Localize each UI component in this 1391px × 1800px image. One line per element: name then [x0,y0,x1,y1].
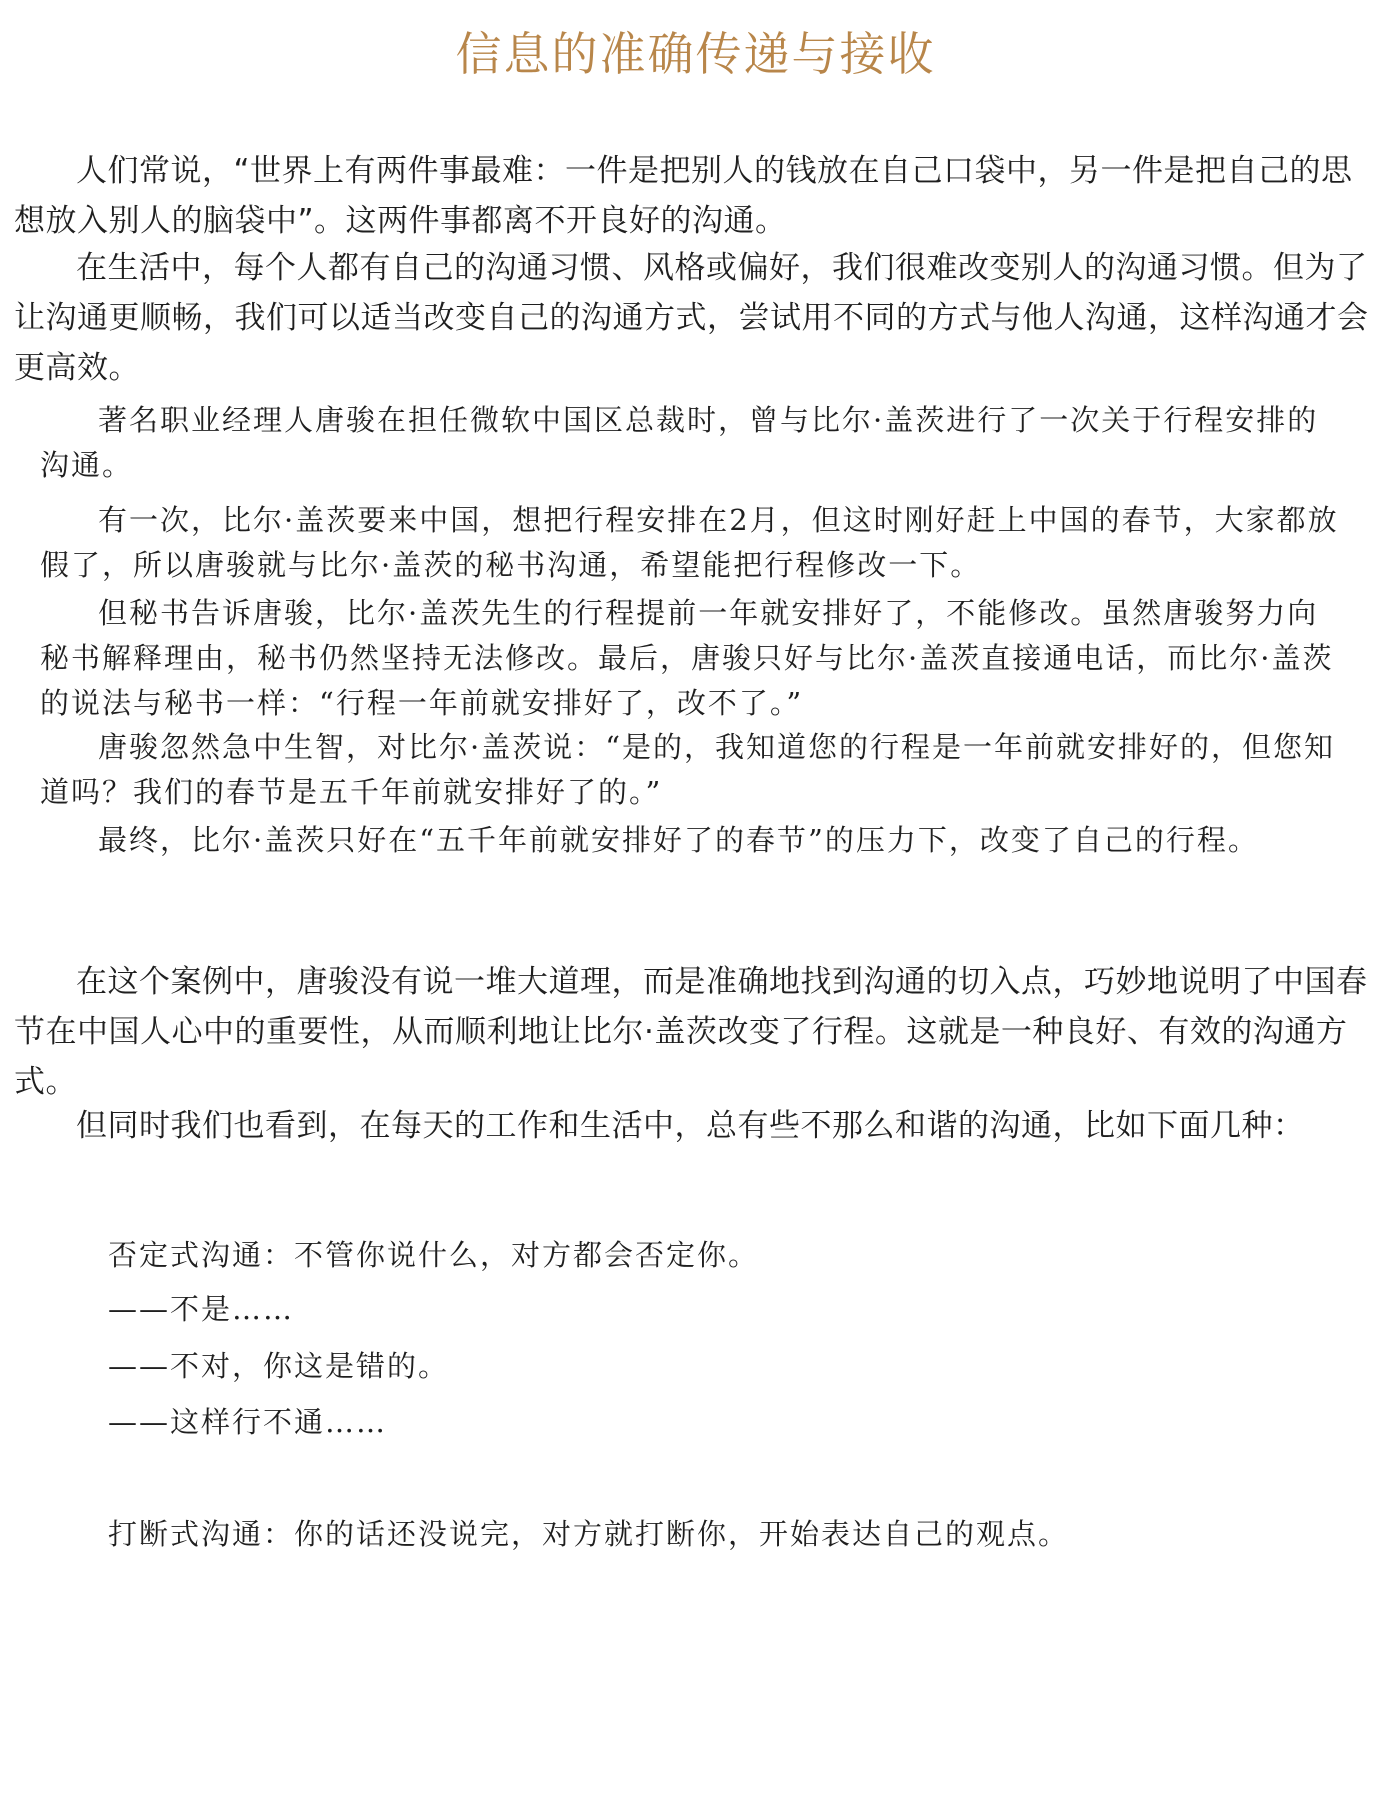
intro-paragraph-1: 人们常说，“世界上有两件事最难：一件是把别人的钱放在自己口袋中，另一件是把自己的思想放入别人的脑袋中”。这两件事都离不开良好的沟通。 [14,153,1353,239]
negative-example-2: ——不对，你这是错的。 [108,1349,450,1383]
analysis-paragraph-2: 但同时我们也看到，在每天的工作和生活中，总有些不那么和谐的沟通，比如下面几种： [76,1108,1305,1144]
negative-example-1: ——不是…… [108,1292,295,1326]
negative-style-heading: 否定式沟通：不管你说什么，对方都会否定你。 [108,1238,760,1272]
story-paragraph-5: 最终，比尔·盖茨只好在“五千年前就安排好了的春节”的压力下，改变了自己的行程。 [98,823,1259,857]
intro-paragraph-2: 在生活中，每个人都有自己的沟通习惯、风格或偏好，我们很难改变别人的沟通习惯。但为了让沟通更顺畅，我们可以适当改变自己的沟通方式，尝试用不同的方式与他人沟通，这样沟通才会更高效。 [14,250,1369,386]
story-paragraph-3: 但秘书告诉唐骏，比尔·盖茨先生的行程提前一年就安排好了，不能修改。虽然唐骏努力向秘书解释理由，秘书仍然坚持无法修改。最后，唐骏只好与比尔·盖茨直接通电话，而比尔·盖茨的说法与秘书一样：“行程一年前就安排好了，改不了。” [40,596,1334,720]
interrupt-style-heading: 打断式沟通：你的话还没说完，对方就打断你，开始表达自己的观点。 [108,1517,1070,1551]
story-paragraph-1: 著名职业经理人唐骏在担任微软中国区总裁时，曾与比尔·盖茨进行了一次关于行程安排的沟通。 [40,403,1319,482]
page-title: 信息的准确传递与接收 [455,27,936,81]
story-paragraph-2: 有一次，比尔·盖茨要来中国，想把行程安排在2月，但这时刚好赶上中国的春节，大家都放假了，所以唐骏就与比尔·盖茨的秘书沟通，希望能把行程修改一下。 [40,503,1339,582]
analysis-paragraph-1: 在这个案例中，唐骏没有说一堆大道理，而是准确地找到沟通的切入点，巧妙地说明了中国春节在中国人心中的重要性，从而顺利地让比尔·盖茨改变了行程。这就是一种良好、有效的沟通方式。 [14,964,1368,1100]
negative-example-3: ——这样行不通…… [108,1405,388,1439]
story-paragraph-4: 唐骏忽然急中生智，对比尔·盖茨说：“是的，我知道您的行程是一年前就安排好的，但您知道吗？我们的春节是五千年前就安排好了的。” [40,730,1336,809]
